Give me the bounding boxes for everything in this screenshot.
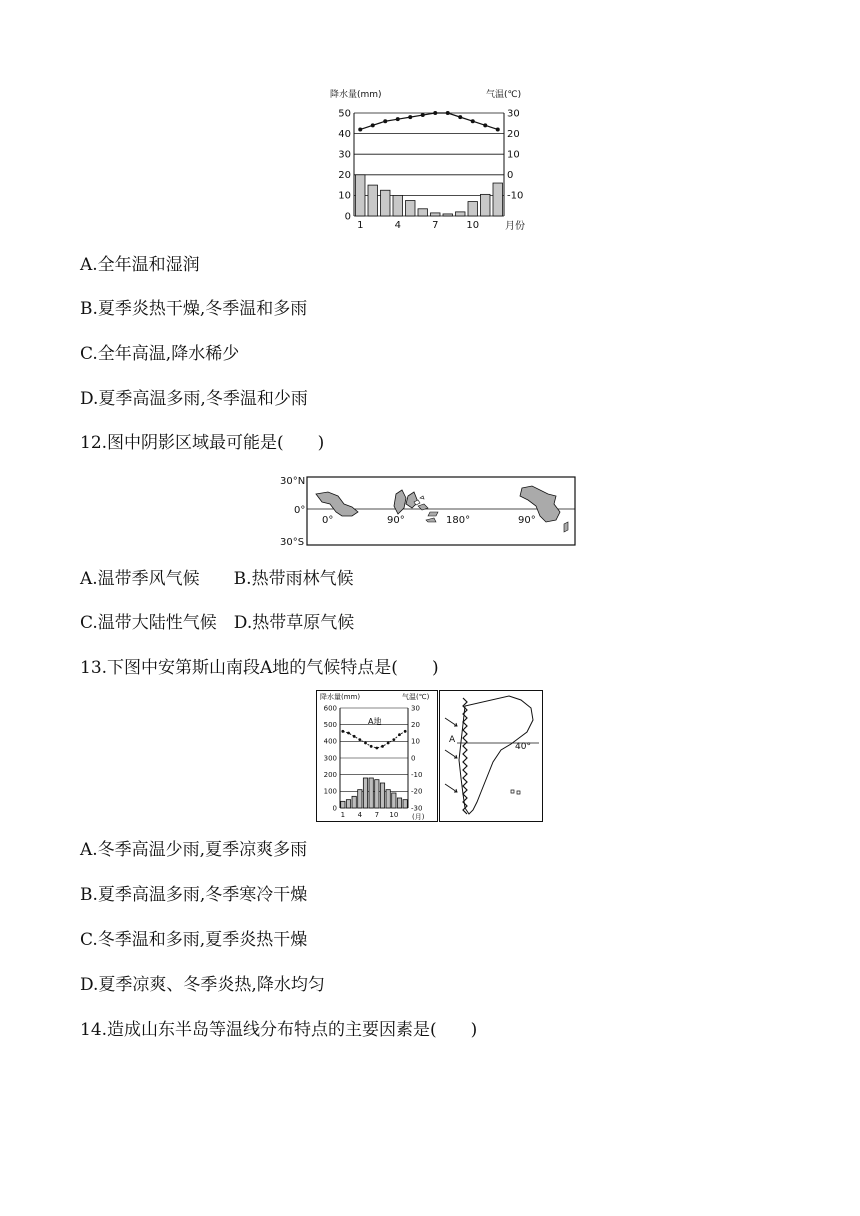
temperature-point: [370, 745, 373, 748]
q14-stem: 14.造成山东半岛等温线分布特点的主要因素是( ): [80, 1020, 478, 1040]
temperature-point: [433, 111, 437, 115]
precip-bar: [493, 183, 503, 216]
precip-bar: [468, 202, 478, 216]
precip-bar: [375, 780, 379, 808]
temperature-point: [371, 123, 375, 127]
temperature-point: [483, 123, 487, 127]
q13-option-a: A.冬季高温少雨,夏季凉爽多雨: [80, 840, 308, 860]
precip-bar: [431, 213, 441, 216]
chart2-station-label: A地: [368, 717, 382, 726]
temperature-point: [398, 733, 401, 736]
temperature-point: [421, 113, 425, 117]
temperature-point: [471, 119, 475, 123]
right-tick-label: -10: [411, 771, 423, 779]
world-map-shaded-regions: [278, 474, 578, 548]
left-tick-label: 0: [344, 211, 351, 223]
q13-option-c: C.冬季温和多雨,夏季炎热干燥: [80, 930, 308, 950]
q11-option-c: C.全年高温,降水稀少: [80, 344, 240, 364]
chart2-temperature-line: [343, 731, 405, 748]
right-tick-label: 10: [411, 737, 420, 746]
left-tick-label: 100: [323, 787, 337, 796]
x-tick-label: 1: [340, 811, 346, 819]
lon-label-0: 0°: [322, 515, 334, 526]
left-tick-label: 300: [323, 754, 337, 763]
temperature-point: [347, 732, 350, 735]
left-tick-label: 0: [332, 804, 337, 813]
precip-bar: [369, 778, 373, 808]
map2-frame: [440, 691, 543, 822]
shaded-region-india: [394, 490, 406, 514]
precip-bar: [456, 212, 466, 216]
right-tick-label: 0: [507, 170, 514, 182]
left-tick-label: 50: [338, 108, 351, 120]
chart2-x-unit: (月): [412, 813, 425, 821]
shaded-island-madagascar: [564, 522, 568, 532]
right-tick-label: 20: [411, 721, 420, 729]
precip-bar: [397, 798, 401, 808]
temperature-point: [496, 127, 500, 131]
right-tick-label: 20: [507, 128, 520, 140]
precip-bar: [352, 796, 356, 808]
q11-option-b: B.夏季炎热干燥,冬季温和多雨: [80, 299, 308, 319]
x-tick-label: 1: [357, 220, 364, 231]
precip-bar: [392, 793, 396, 808]
precip-bar: [380, 783, 384, 808]
temperature-point: [383, 119, 387, 123]
x-tick-label: 7: [432, 220, 439, 231]
x-axis-label: 月份: [505, 221, 525, 232]
temperature-line: [360, 113, 498, 129]
y-axis-left-label: 降水量(mm): [330, 90, 382, 100]
precip-bar: [341, 801, 345, 808]
lon-label-90w: 90°: [518, 515, 536, 526]
precip-bar: [406, 201, 416, 216]
wind-arrow-3: [445, 784, 457, 792]
precip-bar: [393, 195, 403, 216]
temperature-point: [364, 742, 367, 745]
precip-bar: [381, 190, 391, 216]
right-tick-label: -30: [411, 804, 423, 813]
south-america-map: [439, 690, 543, 822]
left-tick-label: 500: [323, 721, 337, 729]
point-a-label: A: [449, 735, 456, 745]
right-tick-label: -20: [411, 787, 423, 796]
q12-options-line1: A.温带季风气候 B.热带雨林气候: [80, 569, 354, 589]
x-tick-label: 7: [374, 811, 380, 819]
x-tick-label: 4: [357, 811, 363, 819]
left-tick-label: 40: [338, 128, 351, 140]
temperature-point: [446, 111, 450, 115]
left-tick-label: 20: [338, 170, 351, 182]
lat-30s-label: 30°S: [280, 537, 305, 548]
precip-bar: [386, 790, 390, 808]
x-tick-label: 4: [394, 220, 401, 231]
wind-arrow-1: [445, 718, 457, 726]
precip-bar: [356, 175, 366, 216]
precip-bar: [346, 800, 350, 808]
temperature-point: [358, 738, 361, 741]
left-tick-label: 600: [323, 704, 337, 713]
temperature-point: [358, 127, 362, 131]
lat-40-label: 40°: [515, 742, 531, 752]
right-tick-label: 10: [507, 149, 520, 161]
temperature-point: [404, 730, 407, 733]
right-tick-label: 30: [411, 704, 420, 713]
temperature-point: [408, 115, 412, 119]
x-tick-label: 10: [466, 220, 480, 231]
q13-option-b: B.夏季高温多雨,冬季寒冷干燥: [80, 885, 308, 905]
precip-bar: [481, 194, 491, 216]
precip-bar: [368, 185, 378, 216]
shaded-islands: [418, 504, 438, 522]
right-tick-label: 0: [411, 754, 416, 763]
wind-arrow-2: [445, 750, 457, 758]
temperature-point: [341, 730, 344, 733]
lon-label-90e: 90°: [387, 515, 405, 526]
lat-30n-label: 30°N: [280, 476, 306, 487]
left-tick-label: 200: [323, 771, 337, 779]
chart2-y-left-label: 降水量(mm): [320, 693, 361, 701]
precip-bar: [363, 778, 367, 808]
left-tick-label: 400: [323, 737, 337, 746]
precip-bar: [403, 800, 407, 808]
temperature-point: [396, 117, 400, 121]
climate-chart-a-station: [316, 690, 438, 822]
q11-option-a: A.全年温和湿润: [80, 255, 200, 275]
temperature-point: [381, 745, 384, 748]
shaded-region-americas: [316, 492, 358, 516]
right-tick-label: -10: [507, 190, 524, 202]
q11-option-d: D.夏季高温多雨,冬季温和少雨: [80, 389, 308, 409]
temperature-point: [387, 742, 390, 745]
falkland-islands: [511, 790, 520, 794]
q13-stem: 13.下图中安第斯山南段A地的气候特点是( ): [80, 658, 439, 678]
temperature-point: [375, 747, 378, 750]
lat-0-label: 0°: [294, 505, 306, 516]
right-tick-label: 30: [507, 108, 520, 120]
precip-bar: [358, 790, 362, 808]
y-axis-right-label: 气温(℃): [486, 90, 522, 100]
q12-stem: 12.图中阴影区域最可能是( ): [80, 433, 325, 453]
precip-bar: [418, 209, 428, 216]
temperature-point: [392, 738, 395, 741]
chart2-y-right-label: 气温(℃): [402, 693, 430, 701]
q13-option-d: D.夏季凉爽、冬季炎热,降水均匀: [80, 975, 325, 995]
lon-label-180: 180°: [446, 515, 471, 526]
x-tick-label: 10: [389, 811, 399, 819]
south-america-coast: [459, 696, 533, 814]
shaded-region-southeast-asia: [406, 492, 418, 508]
temperature-point: [353, 735, 356, 738]
climate-chart-q11: [326, 86, 526, 234]
q12-options-line2: C.温带大陆性气候 D.热带草原气候: [80, 613, 355, 633]
left-tick-label: 30: [338, 149, 351, 161]
precip-bar: [443, 214, 453, 216]
temperature-point: [458, 115, 462, 119]
left-tick-label: 10: [338, 190, 351, 202]
